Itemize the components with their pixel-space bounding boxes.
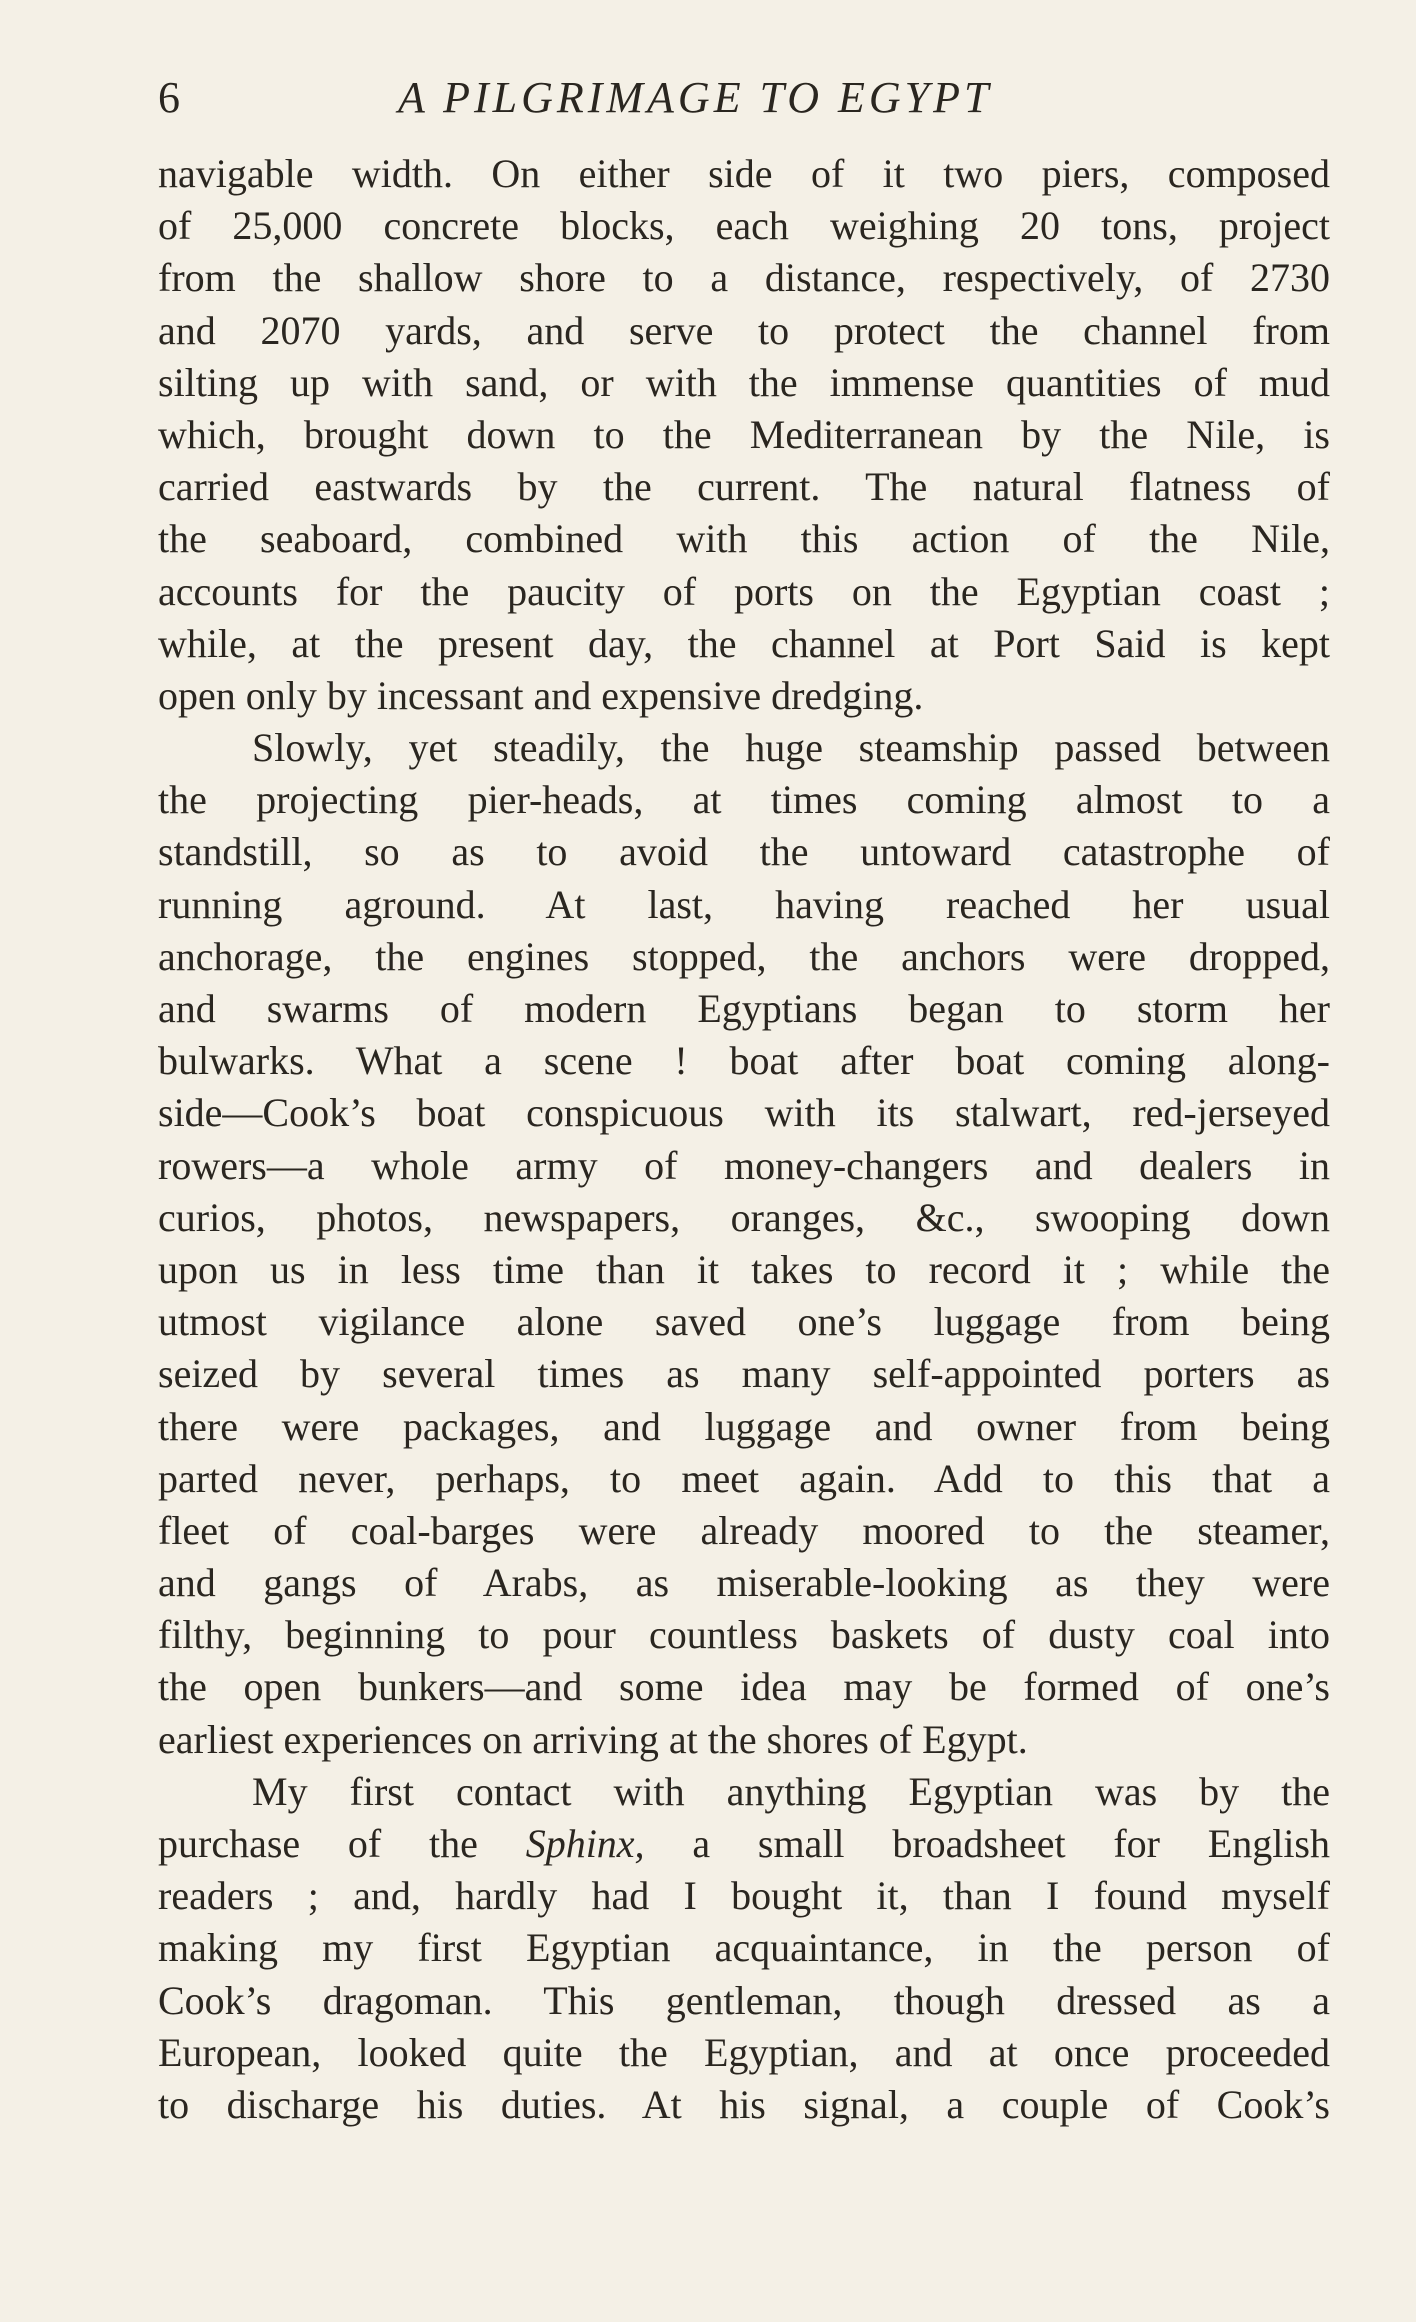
text-line: of 25,000 concrete blocks, each weighing 20 tons, project: [158, 203, 1330, 249]
text-line: utmost vigilance alone saved one’s luggage from being: [158, 1299, 1330, 1345]
text-line: Cook’s dragoman. This gentleman, though dressed as a: [158, 1977, 1330, 2023]
text-line: readers ; and, hardly had I bought it, than I found myself: [158, 1873, 1330, 1919]
text-line: and gangs of Arabs, as miserable-looking as they were: [158, 1560, 1330, 1606]
book-page: [158, 68, 1330, 2131]
body-text: [158, 148, 1330, 2131]
text-line: standstill, so as to avoid the untoward catastrophe of: [158, 829, 1330, 875]
text-line: there were packages, and luggage and owner from being: [158, 1403, 1330, 1449]
running-title: A PILGRIMAGE TO EGYPT: [398, 73, 993, 122]
text-line: while, at the present day, the channel at Port Said is kept: [158, 620, 1330, 666]
text-segment: a small broadsheet for English: [644, 1821, 1330, 1866]
text-line: Slowly, yet steadily, the huge steamship passed between: [252, 725, 1330, 771]
text-line: upon us in less time than it takes to record it ; while the: [158, 1246, 1330, 1292]
text-line: silting up with sand, or with the immense quantities of mud: [158, 359, 1330, 405]
text-line: [158, 1818, 1330, 1870]
text-segment: purchase of the: [158, 1821, 526, 1866]
text-line: bulwarks. What a scene ! boat after boat coming along-: [158, 1038, 1330, 1084]
page-number: 6: [158, 73, 180, 122]
text-line: parted never, perhaps, to meet again. Add to this that a: [158, 1455, 1330, 1501]
text-line: navigable width. On either side of it two piers, composed: [158, 151, 1330, 196]
text-line: running aground. At last, having reached her usual: [158, 881, 1330, 927]
text-line: accounts for the paucity of ports on the Egyptian coast ;: [158, 568, 1330, 614]
text-line: fleet of coal-barges were already moored to the steamer,: [158, 1507, 1330, 1553]
text-line: anchorage, the engines stopped, the anchors were dropped,: [158, 933, 1330, 979]
text-line: the seaboard, combined with this action of the Nile,: [158, 516, 1330, 562]
text-line: the projecting pier-heads, at times coming almost to a: [158, 777, 1330, 823]
running-head: [158, 68, 1330, 132]
text-line: filthy, beginning to pour countless baskets of dusty coal into: [158, 1612, 1330, 1658]
text-line: to discharge his duties. At his signal, a couple of Cook’s: [158, 2081, 1330, 2127]
text-line: earliest experiences on arriving at the shores of Egypt.: [158, 1716, 1028, 1762]
text-line: rowers—a whole army of money-changers and dealers in: [158, 1142, 1330, 1188]
newspaper-title: Sphinx,: [525, 1821, 645, 1866]
text-line: carried eastwards by the current. The natural flatness of: [158, 464, 1330, 510]
text-line: seized by several times as many self-appointed porters as: [158, 1351, 1330, 1397]
text-line: side—Cook’s boat conspicuous with its stalwart, red-jerseyed: [158, 1090, 1330, 1136]
text-line: making my first Egyptian acquaintance, in the person of: [158, 1925, 1330, 1971]
text-line: [158, 1766, 1330, 1818]
text-line: European, looked quite the Egyptian, and at once proceeded: [158, 2029, 1330, 2075]
text-segment: My first contact with anything Egyptian was by the: [252, 1768, 1330, 1814]
text-line: which, brought down to the Mediterranean by the Nile, is: [158, 411, 1330, 457]
text-line: and 2070 yards, and serve to protect the channel from: [158, 307, 1330, 353]
text-line: open only by incessant and expensive dredging.: [158, 672, 924, 718]
text-line: from the shallow shore to a distance, respectively, of 2730: [158, 255, 1330, 301]
text-line: the open bunkers—and some idea may be formed of one’s: [158, 1664, 1330, 1710]
text-line: curios, photos, newspapers, oranges, &c., swooping down: [158, 1194, 1330, 1240]
text-line: and swarms of modern Egyptians began to storm her: [158, 986, 1330, 1031]
